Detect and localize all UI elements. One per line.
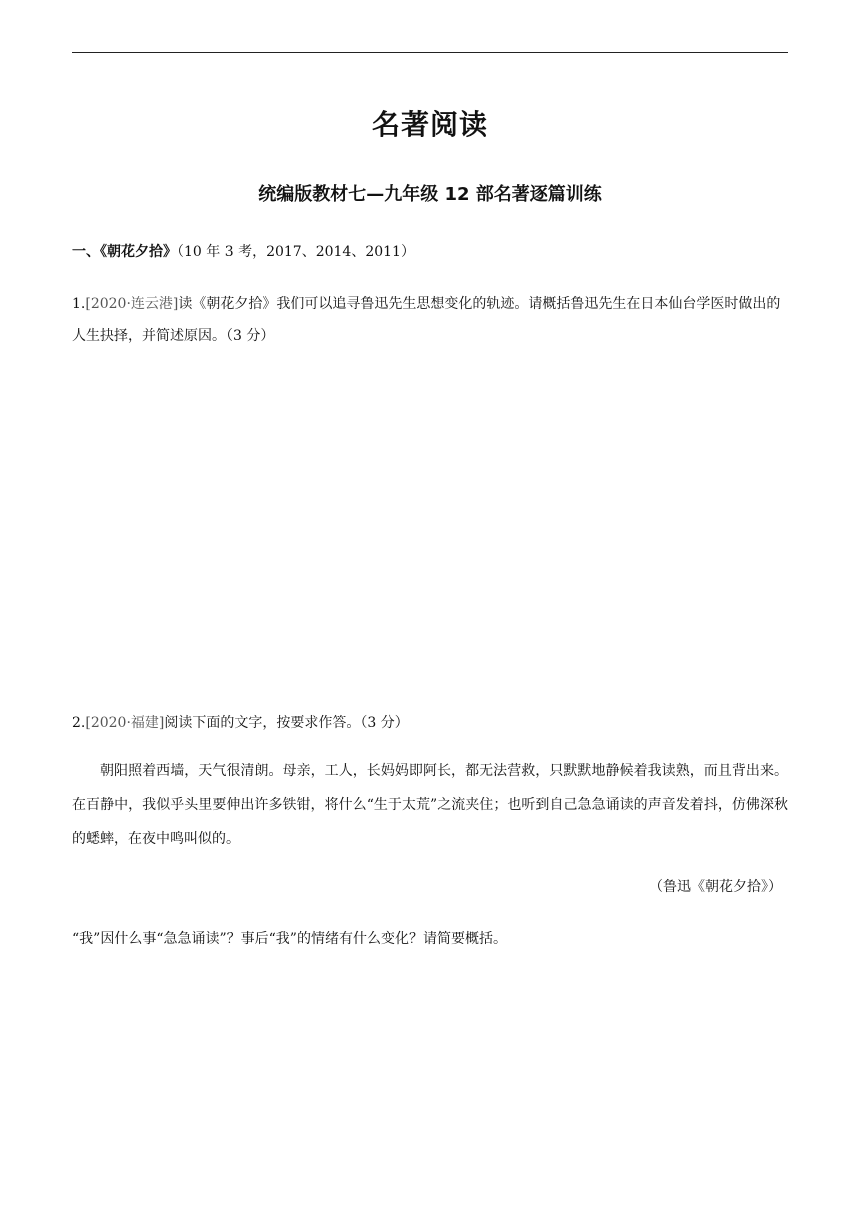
page-title: 名著阅读 [371, 108, 488, 141]
question-2-number: 2. [72, 715, 86, 731]
page-subtitle: 统编版教材七—九年级 12 部名著逐篇训练 [258, 184, 602, 205]
reading-passage: 朝阳照着西墙，天气很清朗。母亲，工人，长妈妈即阿长，都无法营救，只默默地静候着我读熟，而且背出来。在百静中，我似乎头里要伸出许多铁钳，将什么“生于太荒”之流夹住；也听到自己急急诵读的声音发着抖，仿佛深秋的蟋蟀，在夜中鸣叫似的。 [72, 763, 788, 847]
section-note: （10 年 3 考，2017、2014、2011） [177, 244, 415, 260]
section-heading [72, 241, 415, 261]
section-title: 一、《朝花夕拾》 [72, 244, 177, 260]
question-2 [72, 707, 788, 739]
question-2-source: [2020·福建] [85, 715, 165, 731]
question-1 [72, 288, 788, 352]
question-1-number: 1. [72, 296, 86, 312]
question-1-text: 读《朝花夕拾》我们可以追寻鲁迅先生思想变化的轨迹。请概括鲁迅先生在日本仙台学医时做出的人生抉择，并简述原因。（3 分） [72, 296, 781, 344]
question-2-text: 阅读下面的文字，按要求作答。（3 分） [164, 715, 409, 731]
question-1-source: [2020·连云港] [85, 296, 179, 312]
question-2-prompt: “我”因什么事“急急诵读”？事后“我”的情绪有什么变化？请简要概括。 [72, 931, 507, 947]
header-rule [72, 52, 788, 53]
passage-credit: （鲁迅《朝花夕拾》） [649, 879, 782, 895]
